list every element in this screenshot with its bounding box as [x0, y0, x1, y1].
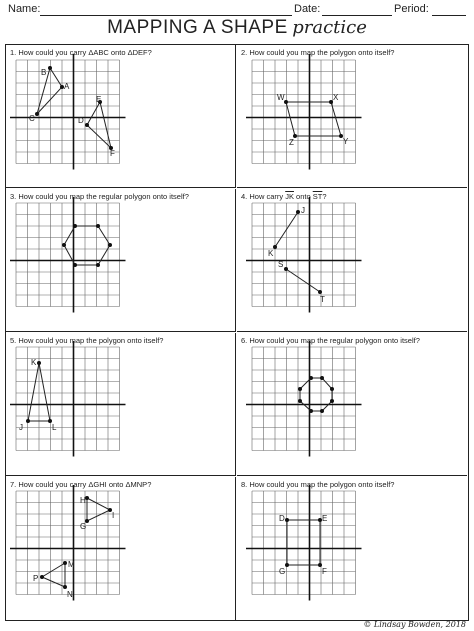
question-6-prompt: 6. How could you map the regular polygon onto itself? [241, 336, 420, 345]
triangle-ghi [87, 498, 110, 521]
label-y: Y [343, 137, 349, 146]
octagon-vertex [320, 409, 324, 413]
worksheet-title [0, 17, 474, 43]
date-label: Date: [294, 3, 321, 15]
question-2 [237, 45, 467, 188]
name-label: Name: [8, 3, 41, 15]
label-d: D [279, 514, 285, 523]
label-g: G [279, 567, 286, 576]
copyright-footer: © Lindsay Bowden, 2018 [363, 620, 466, 629]
label-c: C [29, 114, 35, 123]
question-4 [237, 189, 467, 332]
hexagon-vertex [62, 243, 66, 247]
title-main: MAPPING A SHAPE [107, 17, 288, 38]
point-p [40, 575, 44, 579]
point-j [26, 419, 30, 423]
coordinate-grid-7 [6, 477, 236, 620]
label-w: W [277, 93, 285, 102]
coordinate-grid-2 [237, 45, 468, 188]
label-f: F [322, 567, 327, 576]
label-f: F [110, 149, 115, 158]
label-p: P [33, 574, 39, 583]
hexagon-vertex [96, 263, 100, 267]
period-label: Period: [394, 3, 429, 15]
point-t [318, 290, 322, 294]
octagon-vertex [330, 399, 334, 403]
label-z: Z [289, 138, 294, 147]
question-3-prompt: 3. How could you map the regular polygon onto itself? [10, 192, 189, 201]
point-c [35, 112, 39, 116]
coordinate-grid-4 [237, 189, 468, 332]
label-d: D [78, 116, 84, 125]
point-k [37, 361, 41, 365]
question-6 [237, 333, 467, 476]
name-field[interactable] [40, 15, 292, 16]
point-s [284, 267, 288, 271]
question-1 [6, 45, 236, 188]
point-j [296, 210, 300, 214]
label-j: J [301, 206, 305, 215]
label-e: E [322, 514, 328, 523]
octagon-vertex [309, 376, 313, 380]
student-header [8, 3, 466, 17]
triangle-def [87, 102, 111, 148]
hexagon-vertex [73, 224, 77, 228]
octagon-vertex [309, 409, 313, 413]
question-2-prompt: 2. How could you map the polygon onto itself? [241, 48, 395, 57]
regular-octagon [300, 378, 332, 411]
label-g: G [80, 522, 87, 531]
hexagon-vertex [96, 224, 100, 228]
octagon-vertex [298, 387, 302, 391]
label-a: A [64, 82, 70, 91]
label-l: L [52, 423, 57, 432]
label-k: K [268, 249, 274, 258]
point-d [85, 123, 89, 127]
point-k [273, 245, 277, 249]
point-g [285, 563, 289, 567]
point-n [63, 585, 67, 589]
coordinate-grid-3 [6, 189, 236, 332]
label-x: X [333, 93, 339, 102]
coordinate-grid-6 [237, 333, 468, 476]
rectangle-defg [287, 520, 320, 565]
coordinate-grid-8 [237, 477, 468, 620]
label-t: T [320, 295, 325, 304]
date-field[interactable] [322, 15, 392, 16]
question-8 [237, 477, 467, 620]
point-b [48, 66, 52, 70]
segment-st [286, 269, 320, 292]
label-j: J [19, 423, 23, 432]
question-7 [6, 477, 236, 620]
octagon-vertex [298, 399, 302, 403]
question-grid [5, 44, 469, 621]
point-w [284, 100, 288, 104]
question-1-prompt: 1. How could you carry ΔABC onto ΔDEF? [10, 48, 152, 57]
point-d [285, 518, 289, 522]
label-n: N [67, 590, 73, 599]
question-5 [6, 333, 236, 476]
question-4-prompt: 4. How carry $\overline{JK}$ onto $\overline{ST}$? [241, 192, 327, 201]
label-k: K [31, 358, 37, 367]
title-script: practice [292, 17, 367, 38]
triangle-mnp [42, 563, 65, 587]
question-5-prompt: 5. How could you map the polygon onto itself? [10, 336, 164, 345]
point-m [63, 561, 67, 565]
regular-hexagon [64, 226, 110, 265]
octagon-vertex [320, 376, 324, 380]
label-s: S [278, 260, 284, 269]
hexagon-vertex [108, 243, 112, 247]
hexagon-vertex [73, 263, 77, 267]
label-m: M [68, 560, 75, 569]
period-field[interactable] [432, 15, 466, 16]
label-h: H [80, 496, 86, 505]
question-8-prompt: 8. How could you map the polygon onto itself? [241, 480, 395, 489]
octagon-vertex [330, 387, 334, 391]
label-b: B [41, 68, 47, 77]
coordinate-grid-1 [6, 45, 236, 188]
coordinate-grid-5 [6, 333, 236, 476]
question-7-prompt: 7. How could you carry ΔGHI onto ΔMNP? [10, 480, 152, 489]
label-e: E [96, 95, 102, 104]
question-3 [6, 189, 236, 332]
label-i: I [112, 511, 115, 520]
